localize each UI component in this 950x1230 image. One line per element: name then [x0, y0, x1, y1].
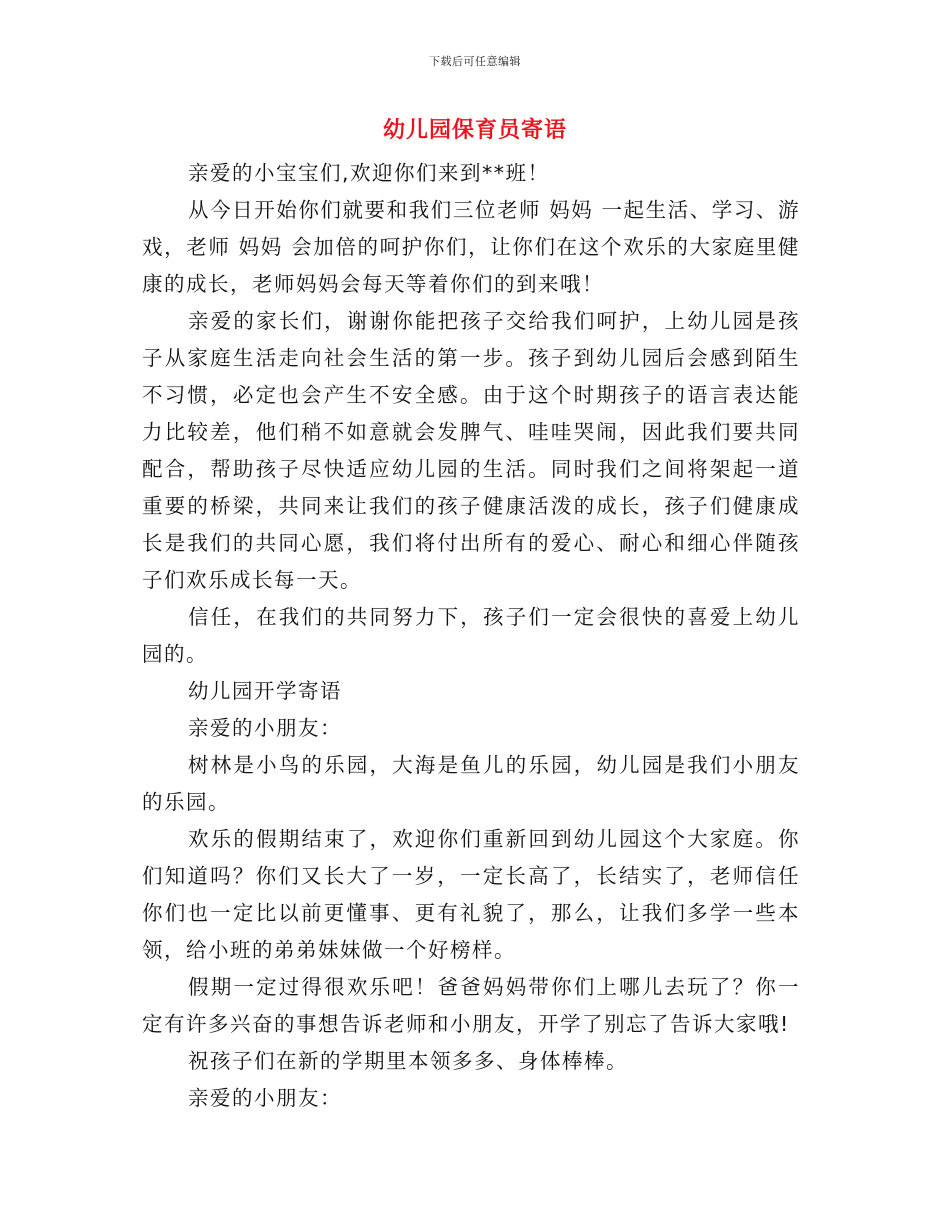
paragraph-wishes: 祝孩子们在新的学期里本领多多、身体棒棒。	[188, 1049, 628, 1073]
paragraph-salutation-2: 亲爱的小朋友：	[188, 1086, 342, 1110]
paragraph-greeting-babies: 亲爱的小宝宝们,欢迎你们来到**班！	[188, 161, 550, 185]
paragraph-salutation: 亲爱的小朋友：	[188, 716, 342, 740]
document-body	[142, 155, 800, 1117]
paragraph-paradise: 树林是小鸟的乐园，大海是鱼儿的乐园，幼儿园是我们小朋友的乐园。	[142, 753, 800, 814]
document-title: 幼儿园保育员寄语	[382, 117, 567, 143]
section-heading-school-start: 幼儿园开学寄语	[188, 679, 342, 703]
paragraph-parents: 亲爱的家长们，谢谢你能把孩子交给我们呵护，上幼儿园是孩子从家庭生活走向社会生活的第一步。孩子到幼儿园后会感到陌生不习惯，必定也会产生不安全感。由于这个时期孩子的语言表达能力比较差，他们稍不如意就会发脾气、哇哇哭闹，因此我们要共同配合，帮助孩子尽快适应幼儿园的生活。同时我们之间将架起一道重要的桥梁，共同来让我们的孩子健康活泼的成长，孩子们健康成长是我们的共同心愿，我们将付出所有的爱心、耐心和细心伴随孩子们欢乐成长每一天。	[142, 309, 800, 592]
paragraph-daily-life: 从今日开始你们就要和我们三位老师 妈妈 一起生活、学习、游戏，老师 妈妈 会加倍的呵护你们，让你们在这个欢乐的大家庭里健康的成长，老师妈妈会每天等着你们的到来哦！	[142, 198, 800, 296]
paragraph-holiday-fun: 假期一定过得很欢乐吧！爸爸妈妈带你们上哪儿去玩了？你一定有许多兴奋的事想告诉老师和小朋友，开学了别忘了告诉大家哦!	[142, 975, 800, 1036]
header-note: 下载后可任意编辑	[429, 55, 521, 68]
paragraph-trust: 信任，在我们的共同努力下，孩子们一定会很快的喜爱上幼儿园的。	[142, 605, 800, 666]
paragraph-holiday-over: 欢乐的假期结束了，欢迎你们重新回到幼儿园这个大家庭。你们知道吗？你们又长大了一岁，一定长高了，长结实了，老师信任你们也一定比以前更懂事、更有礼貌了，那么，让我们多学一些本领，给小班的弟弟妹妹做一个好榜样。	[142, 827, 800, 962]
